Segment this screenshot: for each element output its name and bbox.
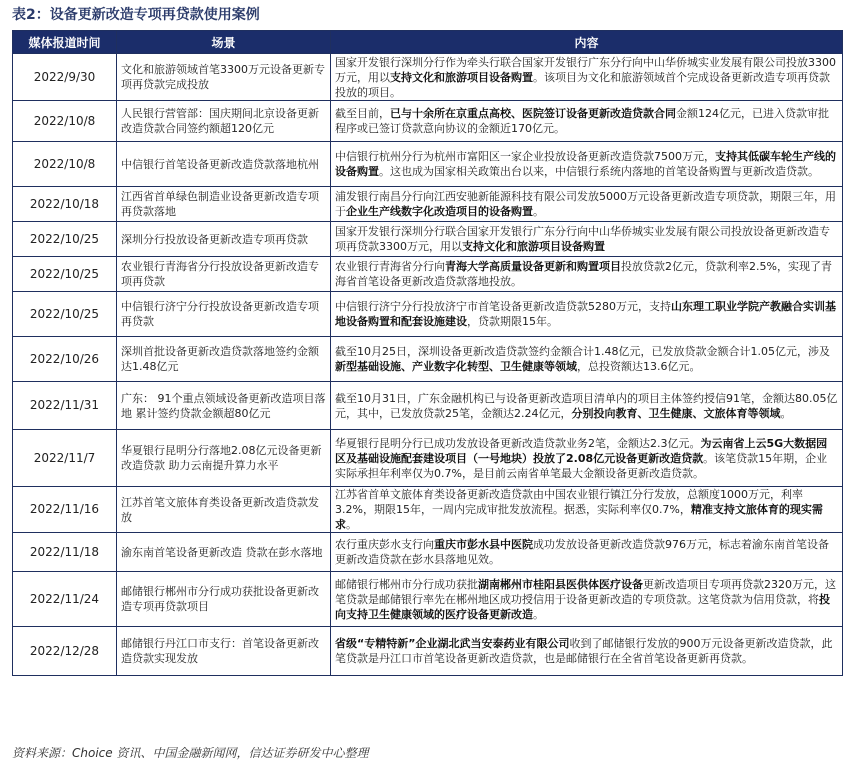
row-content: [331, 101, 843, 142]
content-highlight: 企业生产线数字化改造项目的设备购置: [346, 205, 533, 218]
table-row: [13, 533, 843, 572]
content-highlight: 投向支持卫生健康领域的医疗设备更新改造: [335, 592, 830, 621]
content-text: 国家开发银行深圳分行联合国家开发银行广东分行向中山华侨城实业发展有限公司投放设备更新改造专项再贷款3300万元，用以: [335, 225, 830, 253]
row-scene: 人民银行营管部：国庆期间北京设备更新改造贷款合同签约额超120亿元: [117, 101, 331, 142]
table-row: [13, 627, 843, 676]
row-content: [331, 627, 843, 676]
content-highlight: 为云南省上云5G大数据园区及基础设施配套建设项目（一号地块）投放了2.08亿元设备更新改造贷款: [335, 436, 828, 465]
header-scene: 场景: [117, 31, 331, 54]
row-scene: 深圳分行投放设备更新改造专项再贷款: [117, 222, 331, 257]
table-row: [13, 222, 843, 257]
content-text: 江苏省首单文旅体育类设备更新改造贷款由中国农业银行镇江分行发放，总额度1000万元，利率3.2%，期限15年，一周内完成审批发放流程。据悉，实际利率仅0.7%，: [335, 488, 803, 516]
case-table: [12, 30, 843, 676]
content-highlight: 精准支持文旅体育的现实需求: [335, 503, 823, 531]
content-highlight: 新型基础设施、产业数字化转型、卫生健康等领域: [335, 360, 577, 373]
table-row: [13, 430, 843, 487]
content-highlight: 省级“专精特新”企业湖北武当安泰药业有限公司: [335, 637, 570, 650]
content-highlight: 支持文化和旅游项目设备购置: [462, 240, 605, 253]
row-scene: 中信银行首笔设备更新改造贷款落地杭州: [117, 142, 331, 187]
row-scene: 中信银行济宁分行投放设备更新改造专项再贷款: [117, 292, 331, 337]
table-row: [13, 337, 843, 382]
content-highlight: 分别投向教育、卫生健康、文旅体育等领域: [571, 406, 781, 420]
content-text: 成功发放设备更新改造贷款976万元，标志着渝东南首笔设备更新改造贷款在彭水县落地见效。: [335, 538, 829, 566]
row-date: 2022/11/31: [13, 382, 117, 430]
content-text: 农业银行青海省分行向: [335, 260, 445, 273]
table-row: [13, 572, 843, 627]
content-text: 。该笔贷款15年期，企业实际承担年利率仅为0.7%，是目前云南省单笔最大金额设备更新改造贷款。: [335, 451, 828, 480]
row-date: 2022/10/25: [13, 222, 117, 257]
row-date: 2022/10/18: [13, 187, 117, 222]
row-date: 2022/9/30: [13, 54, 117, 101]
table-row: [13, 382, 843, 430]
row-scene: 邮储银行郴州市分行成功获批设备更新改造专项再贷款项目: [117, 572, 331, 627]
content-text: ，总投资额达13.6亿元。: [577, 360, 701, 373]
content-text: 。这也成为国家相关政策出台以来，中信银行系统内落地的首笔设备购置与更新改造贷款。: [379, 165, 819, 178]
table-title: 表2：设备更新改造专项再贷款使用案例: [12, 7, 260, 23]
row-date: 2022/10/25: [13, 292, 117, 337]
content-highlight: 已与十余所在京重点高校、医院签订设备更新改造贷款合同: [390, 107, 676, 120]
row-date: 2022/11/16: [13, 487, 117, 533]
content-text: 。: [780, 406, 792, 420]
row-content: [331, 533, 843, 572]
row-scene: 广东： 91个重点领域设备更新改造项目落地 累计签约贷款金额超80亿元: [117, 382, 331, 430]
content-highlight: 支持文化和旅游项目设备购置: [390, 70, 533, 84]
content-text: ，贷款期限15年。: [467, 315, 558, 328]
table-row: [13, 187, 843, 222]
table-row: [13, 142, 843, 187]
content-text: 。: [533, 205, 544, 218]
content-highlight: 青海大学高质量设备更新和购置项目: [445, 260, 621, 273]
row-content: [331, 382, 843, 430]
row-content: [331, 187, 843, 222]
content-text: 。: [346, 518, 357, 531]
table-row: [13, 257, 843, 292]
row-content: [331, 142, 843, 187]
content-text: 更新改造项目专项再贷款2320万元，这笔贷款是邮储银行率先在郴州地区成功授信用于设备更新改造的专项贷款。这笔贷款为信用贷款，将: [335, 577, 836, 606]
content-text: 华夏银行昆明分行已成功发放设备更新改造贷款业务2笔，金额达2.3亿元。: [335, 436, 701, 450]
row-content: [331, 487, 843, 533]
row-content: [331, 257, 843, 292]
header-content: 内容: [331, 31, 843, 54]
row-content: [331, 292, 843, 337]
row-scene: 农业银行青海省分行投放设备更新改造专项再贷款: [117, 257, 331, 292]
table-row: [13, 54, 843, 101]
content-text: 。: [533, 607, 544, 621]
content-text: 邮储银行郴州市分行成功获批: [335, 577, 478, 591]
row-date: 2022/10/26: [13, 337, 117, 382]
table-body: [13, 54, 843, 676]
row-scene: 江苏首笔文旅体育类设备更新改造贷款发放: [117, 487, 331, 533]
table-row: [13, 101, 843, 142]
row-date: 2022/11/7: [13, 430, 117, 487]
row-scene: 邮储银行丹江口市支行：首笔设备更新改造贷款实现发放: [117, 627, 331, 676]
header-date: 媒体报道时间: [13, 31, 117, 54]
row-scene: 深圳首批设备更新改造贷款落地签约金额达1.48亿元: [117, 337, 331, 382]
row-date: 2022/11/18: [13, 533, 117, 572]
table-header-row: [13, 31, 843, 54]
content-text: 截至目前，: [335, 107, 390, 120]
row-date: 2022/11/24: [13, 572, 117, 627]
row-date: 2022/10/8: [13, 142, 117, 187]
row-content: [331, 222, 843, 257]
source-note: 资料来源：Choice 资讯、中国金融新闻网，信达证券研发中心整理: [12, 746, 369, 760]
content-highlight: 支持其低碳车轮生产线的设备购置: [335, 150, 836, 178]
content-text: 中信银行杭州分行为杭州市富阳区一家企业投放设备更新改造贷款7500万元，: [335, 150, 715, 163]
content-highlight: 湖南郴州市桂阳县医供体医疗设备: [478, 577, 643, 591]
content-text: 。该项目为文化和旅游领域首个完成设备更新改造专项再贷款投放的项目。: [335, 70, 830, 99]
content-text: 国家开发银行深圳分行作为牵头行联合国家开发银行广东分行向中山华侨城实业发展有限公司投放3300万元，用以: [335, 55, 836, 84]
content-highlight: 重庆市彭水县中医院: [434, 538, 533, 551]
content-text: 浦发银行南昌分行向江西安驰新能源科技有限公司发放5000万元设备更新改造专项贷款，期限三年，用于: [335, 190, 836, 218]
content-text: 金额124亿元，已进入贷款审批程序或已签订贷款意向协议的金额近170亿元。: [335, 107, 829, 135]
row-content: [331, 572, 843, 627]
content-text: 收到了邮储银行发放的900万元设备更新改造贷款，此笔贷款是丹江口市首笔设备更新改造贷款，也是邮储银行在全省首笔设备更新再贷款。: [335, 637, 833, 665]
content-text: 截至10月25日，深圳设备更新改造贷款签约金额合计1.48亿元，已发放贷款金额合计1.05亿元，涉及: [335, 345, 830, 358]
row-date: 2022/12/28: [13, 627, 117, 676]
content-highlight: 山东理工职业学院产教融合实训基地设备购置和配套设施建设: [335, 300, 836, 328]
row-content: [331, 430, 843, 487]
row-date: 2022/10/8: [13, 101, 117, 142]
row-content: [331, 337, 843, 382]
content-text: 农行重庆彭水支行向: [335, 538, 434, 551]
content-text: 截至10月31日，广东金融机构已与设备更新改造项目清单内的项目主体签约授信91笔，金额达80.05亿元，其中，已发放贷款25笔，金额达2.24亿元，: [335, 391, 838, 420]
row-scene: 文化和旅游领域首笔3300万元设备更新专项再贷款完成投放: [117, 54, 331, 101]
row-scene: 渝东南首笔设备更新改造 贷款在彭水落地: [117, 533, 331, 572]
row-date: 2022/10/25: [13, 257, 117, 292]
content-text: 投放贷款2亿元，贷款利率2.5%，实现了青海省首笔设备更新改造贷款落地投放。: [335, 260, 832, 288]
row-scene: 江西省首单绿色制造业设备更新改造专项再贷款落地: [117, 187, 331, 222]
row-content: [331, 54, 843, 101]
table-row: [13, 487, 843, 533]
table-row: [13, 292, 843, 337]
content-text: 中信银行济宁分行投放济宁市首笔设备更新改造贷款5280万元，支持: [335, 300, 671, 313]
row-scene: 华夏银行昆明分行落地2.08亿元设备更新改造贷款 助力云南提升算力水平: [117, 430, 331, 487]
